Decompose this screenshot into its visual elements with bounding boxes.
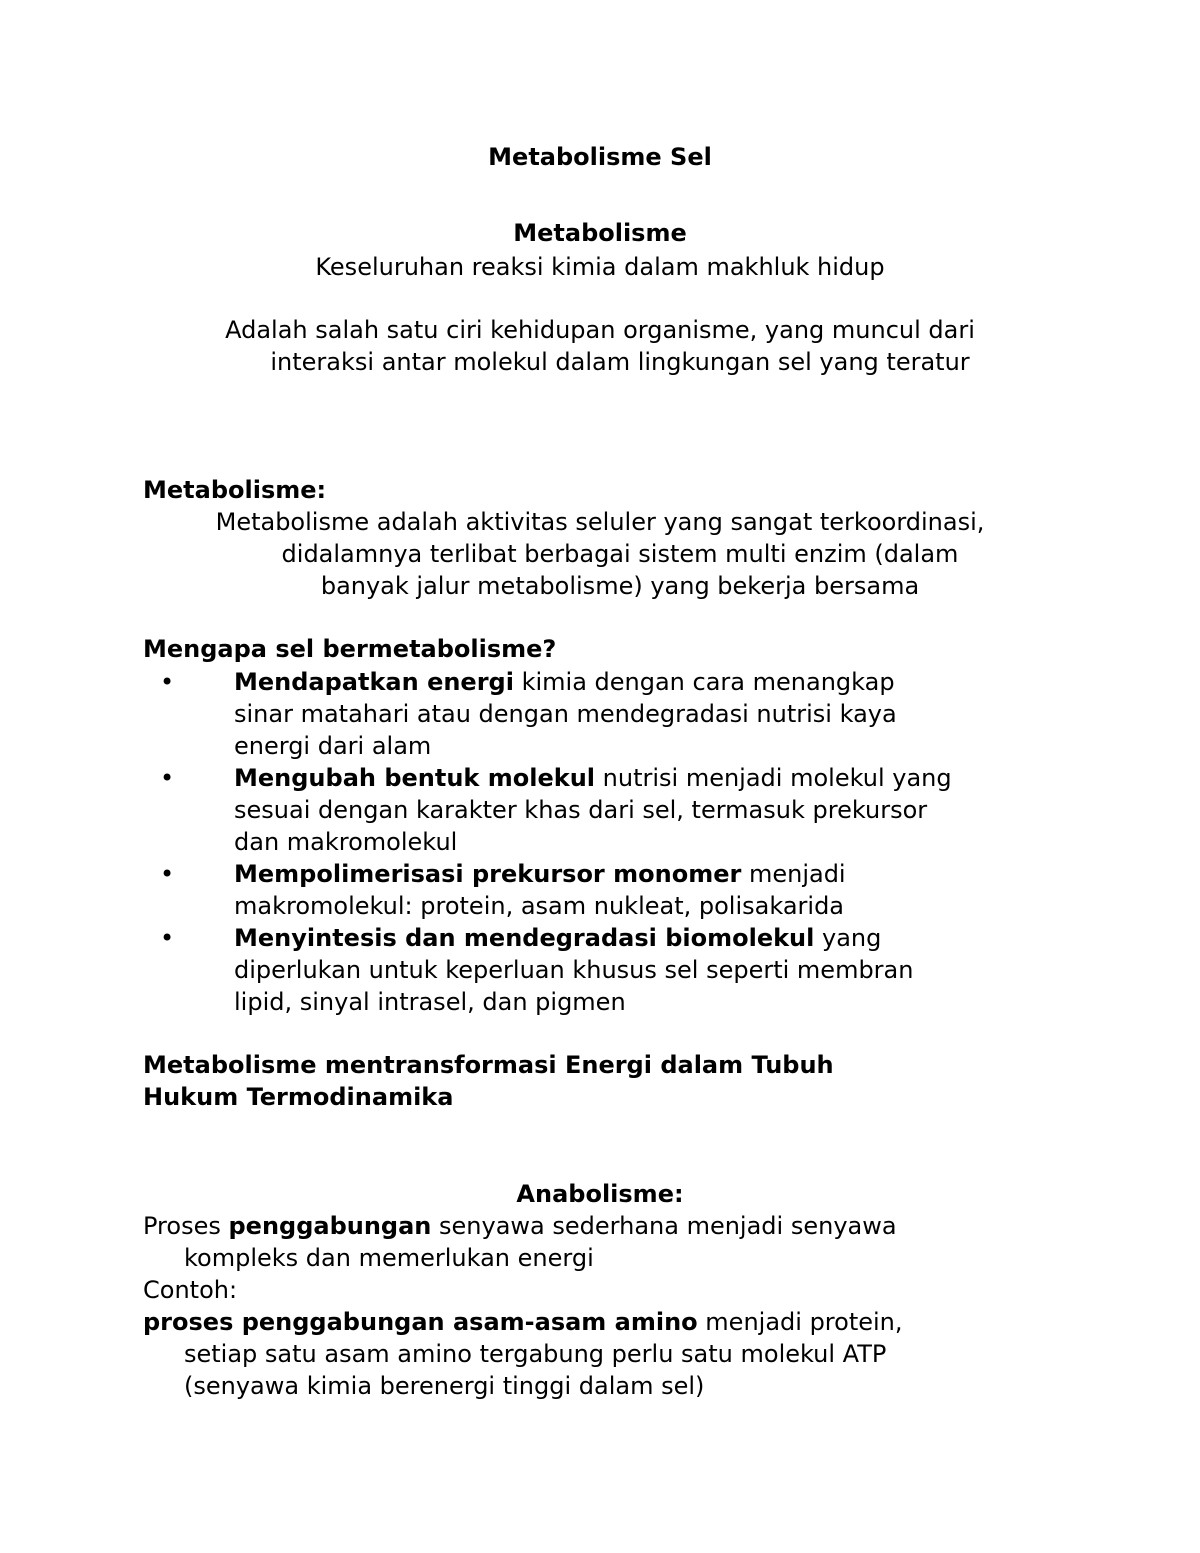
list-item-text: sesuai dengan karakter khas dari sel, termasuk prekursor xyxy=(234,796,928,824)
list-item-bold: Menyintesis dan mendegradasi biomolekul xyxy=(234,924,815,952)
bullet-icon: • xyxy=(160,860,175,888)
example-line-2: setiap satu asam amino tergabung perlu satu molekul ATP xyxy=(184,1340,887,1368)
anabolism-heading: Anabolisme: xyxy=(516,1180,684,1208)
definition-line-3: banyak jalur metabolisme) yang bekerja bersama xyxy=(320,572,920,600)
definition-heading: Metabolisme: xyxy=(143,476,327,504)
anabolism-definition xyxy=(143,1210,897,1274)
list-item-text: sinar matahari atau dengan mendegradasi nutrisi kaya xyxy=(234,700,897,728)
list-item xyxy=(0,858,1200,922)
why-heading: Mengapa sel bermetabolisme? xyxy=(143,635,557,663)
list-item-text: makromolekul: protein, asam nukleat, polisakarida xyxy=(234,892,845,920)
list-item-text: lipid, sinyal intrasel, dan pigmen xyxy=(234,988,626,1016)
example-line-3: (senyawa kimia berenergi tinggi dalam sel) xyxy=(184,1372,705,1400)
list-item-text: energi dari alam xyxy=(234,732,432,760)
list-item-text: yang xyxy=(814,924,882,952)
intro-paragraph-line-2: interaksi antar molekul dalam lingkungan sel yang teratur xyxy=(270,348,970,376)
page-title: Metabolisme Sel xyxy=(488,143,712,171)
intro-subtitle: Keseluruhan reaksi kimia dalam makhluk hidup xyxy=(315,253,885,281)
intro-heading: Metabolisme xyxy=(513,219,687,247)
list-item-text: kimia dengan cara menangkap xyxy=(513,668,895,696)
list-item xyxy=(0,666,1200,762)
definition-line-1: Metabolisme adalah aktivitas seluler yang sangat terkoordinasi, xyxy=(215,508,985,536)
anabolism-def-bold: penggabungan xyxy=(228,1212,432,1240)
intro-paragraph-line-1: Adalah salah satu ciri kehidupan organisme, yang muncul dari xyxy=(225,316,975,344)
bullet-icon: • xyxy=(160,764,175,792)
list-item-text: dan makromolekul xyxy=(234,828,458,856)
example-bold: proses penggabungan asam-asam amino xyxy=(143,1308,698,1336)
list-item-bold: Mempolimerisasi prekursor monomer xyxy=(234,860,742,888)
anabolism-def-text: senyawa sederhana menjadi senyawa xyxy=(431,1212,897,1240)
anabolism-def-text: Proses xyxy=(143,1212,229,1240)
anabolism-def-line-2: kompleks dan memerlukan energi xyxy=(184,1244,594,1272)
example-text: menjadi protein, xyxy=(697,1308,903,1336)
transform-heading-line-1: Metabolisme mentransformasi Energi dalam Tubuh xyxy=(143,1051,834,1079)
list-item-text: nutrisi menjadi molekul yang xyxy=(595,764,952,792)
list-item xyxy=(0,922,1200,1018)
anabolism-example xyxy=(143,1306,903,1402)
example-label: Contoh: xyxy=(143,1276,238,1304)
list-item-text: menjadi xyxy=(741,860,846,888)
list-item-bold: Mendapatkan energi xyxy=(234,668,514,696)
list-item xyxy=(0,762,1200,858)
bullet-icon: • xyxy=(160,924,175,952)
transform-heading-line-2: Hukum Termodinamika xyxy=(143,1083,454,1111)
bullet-icon: • xyxy=(160,668,175,696)
list-item-text: diperlukan untuk keperluan khusus sel seperti membran xyxy=(234,956,914,984)
list-item-bold: Mengubah bentuk molekul xyxy=(234,764,596,792)
definition-line-2: didalamnya terlibat berbagai sistem multi enzim (dalam xyxy=(281,540,959,568)
